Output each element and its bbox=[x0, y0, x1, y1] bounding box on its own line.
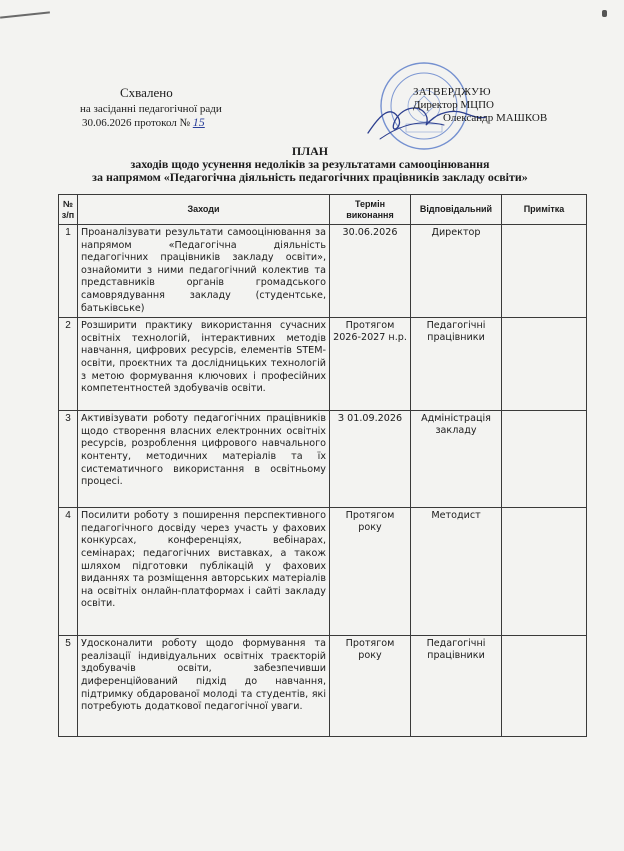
table-row bbox=[59, 411, 587, 508]
table-row bbox=[59, 508, 587, 636]
row-note bbox=[502, 636, 587, 737]
confirm-heading: ЗАТВЕРДЖУЮ bbox=[413, 86, 491, 98]
row-number: 1 bbox=[59, 225, 78, 318]
row-term: Протягом року bbox=[330, 636, 411, 737]
approved-heading: Схвалено bbox=[120, 85, 173, 100]
row-term: Протягом року bbox=[330, 508, 411, 636]
protocol-number: 15 bbox=[192, 115, 205, 129]
table-row bbox=[59, 225, 587, 318]
row-responsible: Педагогічні працівники bbox=[411, 318, 502, 411]
row-term: 30.06.2026 bbox=[330, 225, 411, 318]
table-header-row bbox=[59, 195, 587, 225]
approved-protocol-prefix: 30.06.2026 протокол № bbox=[82, 117, 191, 129]
scan-artifact-dot bbox=[602, 10, 607, 17]
row-action: Активізувати роботу педагогічних працівників щодо створення власних електронних освітніх ресурсів, розроблення цифрового навчального контенту, методичних матеріалів та їх систематичного використання в освітньому процесі. bbox=[78, 411, 330, 508]
row-action: Проаналізувати результати самооцінювання за напрямом «Педагогічна діяльність педагогічних працівників закладу освіти», ознайомити з ними педагогічний колектив та представників органів громадського самоврядування закладу (студентське, батьківське) bbox=[78, 225, 330, 318]
title-direction: за напрямом «Педагогічна діяльність педагогічних працівників закладу освіти» bbox=[92, 170, 528, 184]
title-plan: ПЛАН bbox=[291, 144, 329, 158]
row-term: З 01.09.2026 bbox=[330, 411, 411, 508]
row-responsible: Педагогічні працівники bbox=[411, 636, 502, 737]
header-number: № з/п bbox=[59, 195, 78, 225]
row-action: Посилити роботу з поширення перспективного педагогічного досвіду через участь у фахових конкурсах, конференціях, вебінарах, семінарах; педагогічних виставках, а також шляхом підготовки публікацій у фахових виданнях та розміщення авторських матеріалів на освітніх онлайн-платформах і сайті закладу освіти. bbox=[78, 508, 330, 636]
row-action: Розширити практику використання сучасних освітніх технологій, інтерактивних методів навчання, цифрових ресурсів, елементів STEM-освіти, проєктних та дослідницьких технологій з метою формування ключових і професійних компетентностей здобувачів освіти. bbox=[78, 318, 330, 411]
row-number: 4 bbox=[59, 508, 78, 636]
approved-line-protocol bbox=[82, 116, 250, 130]
confirm-director-name: Олександр МАШКОВ bbox=[443, 112, 548, 124]
row-note bbox=[502, 318, 587, 411]
table-row bbox=[59, 636, 587, 737]
title-subtitle: заходів щодо усунення недоліків за результатами самооцінювання bbox=[130, 157, 490, 171]
confirm-position: Директор МЦПО bbox=[413, 99, 494, 111]
row-action: Удосконалити роботу щодо формування та реалізації індивідуальних освітніх траєкторій здобувачів освіти, забезпечивши диференційований підхід до навчання, підтримку обдарованої молоді та студентів, які потребують додаткової педагогічної уваги. bbox=[78, 636, 330, 737]
row-note bbox=[502, 508, 587, 636]
header-note: Примітка bbox=[502, 195, 587, 225]
row-number: 3 bbox=[59, 411, 78, 508]
row-responsible: Директор bbox=[411, 225, 502, 318]
header-actions: Заходи bbox=[78, 195, 330, 225]
header-term: Термін виконання bbox=[330, 195, 411, 225]
document-title bbox=[60, 145, 560, 184]
confirm-block bbox=[405, 86, 585, 125]
row-note bbox=[502, 225, 587, 318]
plan-table bbox=[58, 194, 587, 737]
row-number: 5 bbox=[59, 636, 78, 737]
row-number: 2 bbox=[59, 318, 78, 411]
row-term: Протягом 2026-2027 н.р. bbox=[330, 318, 411, 411]
approved-line-council: на засіданні педагогічної ради bbox=[80, 103, 222, 115]
header-responsible: Відповідальний bbox=[411, 195, 502, 225]
row-note bbox=[502, 411, 587, 508]
table-row bbox=[59, 318, 587, 411]
row-responsible: Адміністрація закладу bbox=[411, 411, 502, 508]
approved-block bbox=[80, 86, 250, 130]
scan-artifact-line bbox=[0, 11, 50, 18]
row-responsible: Методист bbox=[411, 508, 502, 636]
